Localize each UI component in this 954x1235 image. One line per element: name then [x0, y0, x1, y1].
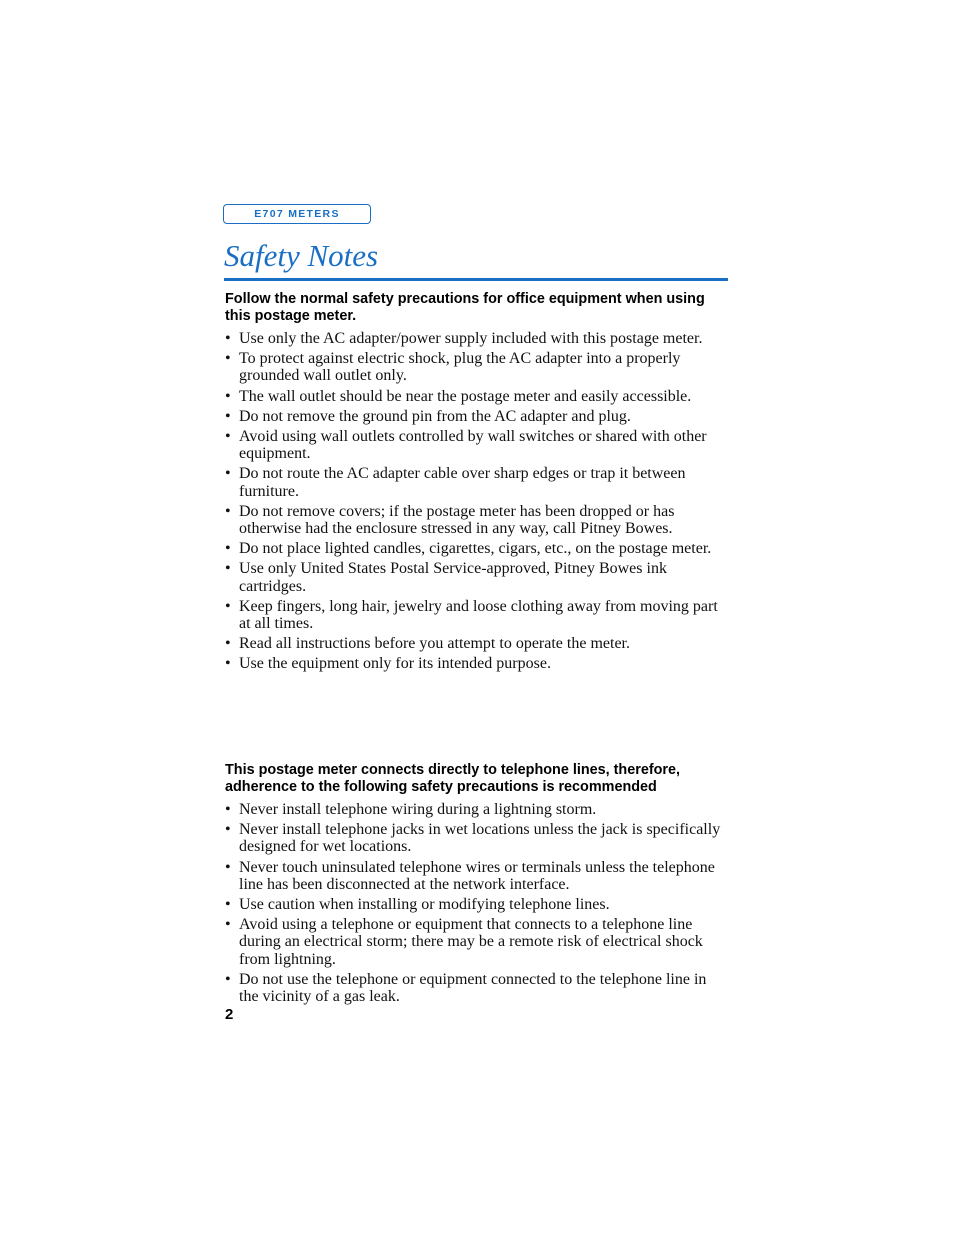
list-item: • Use the equipment only for its intended purpose.	[225, 655, 728, 672]
list-item: • Use only United States Postal Service-approved, Pitney Bowes ink cartridges.	[225, 560, 728, 594]
page-number: 2	[225, 1006, 234, 1023]
list-item: • Use caution when installing or modifying telephone lines.	[225, 896, 728, 913]
office-safety-list	[225, 330, 728, 676]
list-item: • Keep fingers, long hair, jewelry and loose clothing away from moving part at all times.	[225, 598, 728, 632]
section-tag: E707 METERS	[223, 204, 371, 224]
list-item: • Do not place lighted candles, cigarettes, cigars, etc., on the postage meter.	[225, 540, 728, 557]
page-title: Safety Notes	[224, 238, 379, 273]
telephone-safety-list	[225, 801, 728, 1008]
list-item: • Do not route the AC adapter cable over sharp edges or trap it between furniture.	[225, 465, 728, 499]
list-item: • To protect against electric shock, plug the AC adapter into a properly grounded wall outlet only.	[225, 350, 728, 384]
section-heading-telephone: This postage meter connects directly to telephone lines, therefore, adherence to the following safety precautions is recommended	[225, 762, 681, 795]
list-item: • Use only the AC adapter/power supply included with this postage meter.	[225, 330, 728, 347]
list-item: • Avoid using a telephone or equipment that connects to a telephone line during an electrical storm; there may be a remote risk of electrical shock from lightning.	[225, 916, 728, 968]
list-item: • Never install telephone jacks in wet locations unless the jack is specifically designed for wet locations.	[225, 821, 728, 855]
list-item: • Do not remove covers; if the postage meter has been dropped or has otherwise had the enclosure stressed in any way, call Pitney Bowes.	[225, 503, 728, 537]
list-item: • Do not use the telephone or equipment connected to the telephone line in the vicinity of a gas leak.	[225, 971, 728, 1005]
list-item: • Read all instructions before you attempt to operate the meter.	[225, 635, 728, 652]
list-item: • Avoid using wall outlets controlled by wall switches or shared with other equipment.	[225, 428, 728, 462]
list-item: • Never install telephone wiring during a lightning storm.	[225, 801, 728, 818]
title-rule	[224, 278, 728, 281]
list-item: • Do not remove the ground pin from the AC adapter and plug.	[225, 408, 728, 425]
list-item: • Never touch uninsulated telephone wires or terminals unless the telephone line has been disconnected at the network interface.	[225, 859, 728, 893]
list-item: • The wall outlet should be near the postage meter and easily accessible.	[225, 388, 728, 405]
section-heading-office: Follow the normal safety precautions for office equipment when using this postage meter.	[225, 291, 705, 324]
